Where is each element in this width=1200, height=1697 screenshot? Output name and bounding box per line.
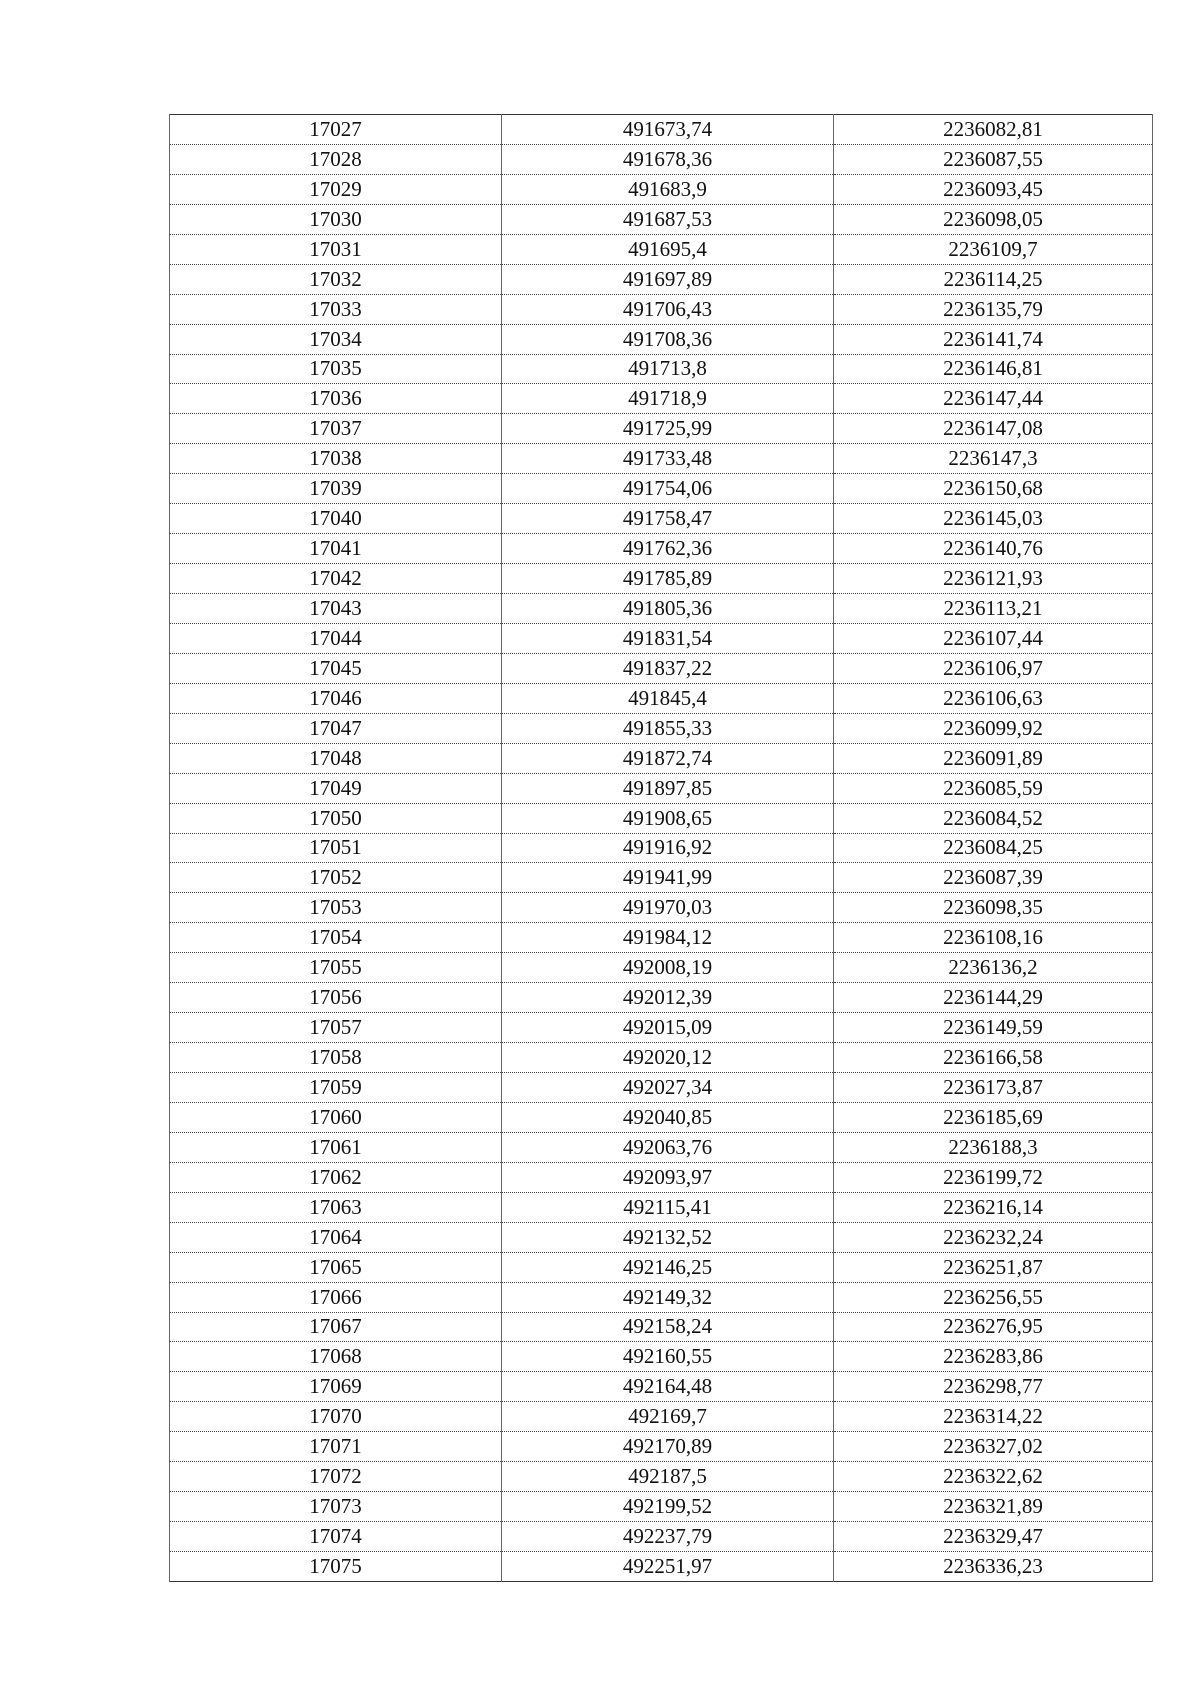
y-coordinate-cell: 2236173,87	[834, 1073, 1153, 1103]
y-coordinate-cell: 2236098,05	[834, 204, 1153, 234]
table-row	[170, 594, 1153, 624]
x-coordinate-cell: 491687,53	[502, 204, 834, 234]
coordinates-table-body	[170, 115, 1153, 1582]
point-number-cell: 17039	[170, 474, 502, 504]
table-row	[170, 1282, 1153, 1312]
point-number-cell: 17063	[170, 1192, 502, 1222]
y-coordinate-cell: 2236199,72	[834, 1162, 1153, 1192]
table-row	[170, 1043, 1153, 1073]
x-coordinate-cell: 491970,03	[502, 893, 834, 923]
y-coordinate-cell: 2236108,16	[834, 923, 1153, 953]
point-number-cell: 17034	[170, 324, 502, 354]
table-row	[170, 294, 1153, 324]
x-coordinate-cell: 491897,85	[502, 773, 834, 803]
point-number-cell: 17044	[170, 623, 502, 653]
y-coordinate-cell: 2236141,74	[834, 324, 1153, 354]
point-number-cell: 17055	[170, 953, 502, 983]
table-row	[170, 1073, 1153, 1103]
y-coordinate-cell: 2236113,21	[834, 594, 1153, 624]
point-number-cell: 17058	[170, 1043, 502, 1073]
point-number-cell: 17070	[170, 1402, 502, 1432]
table-row	[170, 743, 1153, 773]
table-row	[170, 234, 1153, 264]
x-coordinate-cell: 491916,92	[502, 833, 834, 863]
y-coordinate-cell: 2236256,55	[834, 1282, 1153, 1312]
table-row	[170, 444, 1153, 474]
y-coordinate-cell: 2236140,76	[834, 534, 1153, 564]
table-row	[170, 1462, 1153, 1492]
point-number-cell: 17059	[170, 1073, 502, 1103]
y-coordinate-cell: 2236144,29	[834, 983, 1153, 1013]
x-coordinate-cell: 491941,99	[502, 863, 834, 893]
point-number-cell: 17038	[170, 444, 502, 474]
x-coordinate-cell: 492158,24	[502, 1312, 834, 1342]
point-number-cell: 17072	[170, 1462, 502, 1492]
x-coordinate-cell: 491706,43	[502, 294, 834, 324]
y-coordinate-cell: 2236276,95	[834, 1312, 1153, 1342]
point-number-cell: 17045	[170, 653, 502, 683]
x-coordinate-cell: 492149,32	[502, 1282, 834, 1312]
point-number-cell: 17064	[170, 1222, 502, 1252]
y-coordinate-cell: 2236106,63	[834, 683, 1153, 713]
x-coordinate-cell: 492012,39	[502, 983, 834, 1013]
y-coordinate-cell: 2236321,89	[834, 1492, 1153, 1522]
y-coordinate-cell: 2236166,58	[834, 1043, 1153, 1073]
y-coordinate-cell: 2236087,55	[834, 144, 1153, 174]
x-coordinate-cell: 491683,9	[502, 174, 834, 204]
x-coordinate-cell: 491725,99	[502, 414, 834, 444]
y-coordinate-cell: 2236093,45	[834, 174, 1153, 204]
x-coordinate-cell: 491785,89	[502, 564, 834, 594]
point-number-cell: 17040	[170, 504, 502, 534]
table-row	[170, 504, 1153, 534]
y-coordinate-cell: 2236082,81	[834, 115, 1153, 145]
point-number-cell: 17062	[170, 1162, 502, 1192]
y-coordinate-cell: 2236147,3	[834, 444, 1153, 474]
table-row	[170, 1432, 1153, 1462]
table-row	[170, 953, 1153, 983]
table-row	[170, 1192, 1153, 1222]
x-coordinate-cell: 492164,48	[502, 1372, 834, 1402]
y-coordinate-cell: 2236135,79	[834, 294, 1153, 324]
table-row	[170, 115, 1153, 145]
table-row	[170, 534, 1153, 564]
point-number-cell: 17071	[170, 1432, 502, 1462]
y-coordinate-cell: 2236185,69	[834, 1102, 1153, 1132]
x-coordinate-cell: 491758,47	[502, 504, 834, 534]
y-coordinate-cell: 2236329,47	[834, 1522, 1153, 1552]
y-coordinate-cell: 2236091,89	[834, 743, 1153, 773]
y-coordinate-cell: 2236147,08	[834, 414, 1153, 444]
table-row	[170, 923, 1153, 953]
table-row	[170, 354, 1153, 384]
point-number-cell: 17069	[170, 1372, 502, 1402]
table-row	[170, 623, 1153, 653]
point-number-cell: 17054	[170, 923, 502, 953]
y-coordinate-cell: 2236336,23	[834, 1552, 1153, 1582]
point-number-cell: 17075	[170, 1552, 502, 1582]
x-coordinate-cell: 492063,76	[502, 1132, 834, 1162]
y-coordinate-cell: 2236327,02	[834, 1432, 1153, 1462]
x-coordinate-cell: 492093,97	[502, 1162, 834, 1192]
y-coordinate-cell: 2236150,68	[834, 474, 1153, 504]
point-number-cell: 17042	[170, 564, 502, 594]
y-coordinate-cell: 2236147,44	[834, 384, 1153, 414]
y-coordinate-cell: 2236149,59	[834, 1013, 1153, 1043]
table-row	[170, 1162, 1153, 1192]
y-coordinate-cell: 2236136,2	[834, 953, 1153, 983]
x-coordinate-cell: 492160,55	[502, 1342, 834, 1372]
y-coordinate-cell: 2236188,3	[834, 1132, 1153, 1162]
table-row	[170, 1402, 1153, 1432]
point-number-cell: 17057	[170, 1013, 502, 1043]
y-coordinate-cell: 2236283,86	[834, 1342, 1153, 1372]
table-row	[170, 863, 1153, 893]
y-coordinate-cell: 2236099,92	[834, 713, 1153, 743]
y-coordinate-cell: 2236114,25	[834, 264, 1153, 294]
y-coordinate-cell: 2236106,97	[834, 653, 1153, 683]
x-coordinate-cell: 492115,41	[502, 1192, 834, 1222]
x-coordinate-cell: 491695,4	[502, 234, 834, 264]
x-coordinate-cell: 491678,36	[502, 144, 834, 174]
point-number-cell: 17053	[170, 893, 502, 923]
point-number-cell: 17052	[170, 863, 502, 893]
point-number-cell: 17048	[170, 743, 502, 773]
y-coordinate-cell: 2236216,14	[834, 1192, 1153, 1222]
x-coordinate-cell: 492027,34	[502, 1073, 834, 1103]
y-coordinate-cell: 2236232,24	[834, 1222, 1153, 1252]
y-coordinate-cell: 2236146,81	[834, 354, 1153, 384]
table-row	[170, 1222, 1153, 1252]
x-coordinate-cell: 492040,85	[502, 1102, 834, 1132]
x-coordinate-cell: 491697,89	[502, 264, 834, 294]
point-number-cell: 17041	[170, 534, 502, 564]
table-row	[170, 324, 1153, 354]
x-coordinate-cell: 492170,89	[502, 1432, 834, 1462]
y-coordinate-cell: 2236085,59	[834, 773, 1153, 803]
y-coordinate-cell: 2236251,87	[834, 1252, 1153, 1282]
table-row	[170, 713, 1153, 743]
point-number-cell: 17073	[170, 1492, 502, 1522]
point-number-cell: 17037	[170, 414, 502, 444]
table-row	[170, 803, 1153, 833]
x-coordinate-cell: 491984,12	[502, 923, 834, 953]
x-coordinate-cell: 491872,74	[502, 743, 834, 773]
table-row	[170, 414, 1153, 444]
table-row	[170, 1492, 1153, 1522]
table-row	[170, 564, 1153, 594]
x-coordinate-cell: 491845,4	[502, 683, 834, 713]
table-row	[170, 264, 1153, 294]
point-number-cell: 17030	[170, 204, 502, 234]
point-number-cell: 17066	[170, 1282, 502, 1312]
point-number-cell: 17060	[170, 1102, 502, 1132]
table-row	[170, 1522, 1153, 1552]
coordinates-table	[169, 114, 1153, 1582]
point-number-cell: 17061	[170, 1132, 502, 1162]
table-row	[170, 1013, 1153, 1043]
point-number-cell: 17032	[170, 264, 502, 294]
x-coordinate-cell: 492169,7	[502, 1402, 834, 1432]
x-coordinate-cell: 491805,36	[502, 594, 834, 624]
x-coordinate-cell: 492008,19	[502, 953, 834, 983]
x-coordinate-cell: 491908,65	[502, 803, 834, 833]
x-coordinate-cell: 492199,52	[502, 1492, 834, 1522]
table-row	[170, 653, 1153, 683]
y-coordinate-cell: 2236087,39	[834, 863, 1153, 893]
point-number-cell: 17035	[170, 354, 502, 384]
x-coordinate-cell: 492015,09	[502, 1013, 834, 1043]
table-row	[170, 174, 1153, 204]
y-coordinate-cell: 2236322,62	[834, 1462, 1153, 1492]
y-coordinate-cell: 2236084,25	[834, 833, 1153, 863]
table-row	[170, 1252, 1153, 1282]
y-coordinate-cell: 2236084,52	[834, 803, 1153, 833]
table-row	[170, 1552, 1153, 1582]
point-number-cell: 17065	[170, 1252, 502, 1282]
x-coordinate-cell: 491673,74	[502, 115, 834, 145]
table-row	[170, 893, 1153, 923]
y-coordinate-cell: 2236145,03	[834, 504, 1153, 534]
x-coordinate-cell: 491708,36	[502, 324, 834, 354]
table-row	[170, 144, 1153, 174]
table-row	[170, 1342, 1153, 1372]
point-number-cell: 17029	[170, 174, 502, 204]
point-number-cell: 17051	[170, 833, 502, 863]
x-coordinate-cell: 491837,22	[502, 653, 834, 683]
table-row	[170, 773, 1153, 803]
table-row	[170, 384, 1153, 414]
x-coordinate-cell: 491831,54	[502, 623, 834, 653]
x-coordinate-cell: 492251,97	[502, 1552, 834, 1582]
table-row	[170, 1132, 1153, 1162]
point-number-cell: 17046	[170, 683, 502, 713]
point-number-cell: 17031	[170, 234, 502, 264]
x-coordinate-cell: 491754,06	[502, 474, 834, 504]
table-row	[170, 204, 1153, 234]
x-coordinate-cell: 491733,48	[502, 444, 834, 474]
y-coordinate-cell: 2236298,77	[834, 1372, 1153, 1402]
x-coordinate-cell: 491762,36	[502, 534, 834, 564]
point-number-cell: 17056	[170, 983, 502, 1013]
x-coordinate-cell: 491855,33	[502, 713, 834, 743]
x-coordinate-cell: 491718,9	[502, 384, 834, 414]
point-number-cell: 17047	[170, 713, 502, 743]
point-number-cell: 17033	[170, 294, 502, 324]
x-coordinate-cell: 492146,25	[502, 1252, 834, 1282]
point-number-cell: 17043	[170, 594, 502, 624]
point-number-cell: 17067	[170, 1312, 502, 1342]
point-number-cell: 17036	[170, 384, 502, 414]
table-row	[170, 1372, 1153, 1402]
point-number-cell: 17027	[170, 115, 502, 145]
point-number-cell: 17028	[170, 144, 502, 174]
table-row	[170, 1102, 1153, 1132]
x-coordinate-cell: 492237,79	[502, 1522, 834, 1552]
point-number-cell: 17050	[170, 803, 502, 833]
y-coordinate-cell: 2236098,35	[834, 893, 1153, 923]
table-row	[170, 1312, 1153, 1342]
table-row	[170, 474, 1153, 504]
table-row	[170, 983, 1153, 1013]
point-number-cell: 17068	[170, 1342, 502, 1372]
y-coordinate-cell: 2236121,93	[834, 564, 1153, 594]
x-coordinate-cell: 492020,12	[502, 1043, 834, 1073]
y-coordinate-cell: 2236109,7	[834, 234, 1153, 264]
table-row	[170, 683, 1153, 713]
x-coordinate-cell: 491713,8	[502, 354, 834, 384]
y-coordinate-cell: 2236107,44	[834, 623, 1153, 653]
point-number-cell: 17049	[170, 773, 502, 803]
x-coordinate-cell: 492132,52	[502, 1222, 834, 1252]
point-number-cell: 17074	[170, 1522, 502, 1552]
x-coordinate-cell: 492187,5	[502, 1462, 834, 1492]
y-coordinate-cell: 2236314,22	[834, 1402, 1153, 1432]
table-row	[170, 833, 1153, 863]
